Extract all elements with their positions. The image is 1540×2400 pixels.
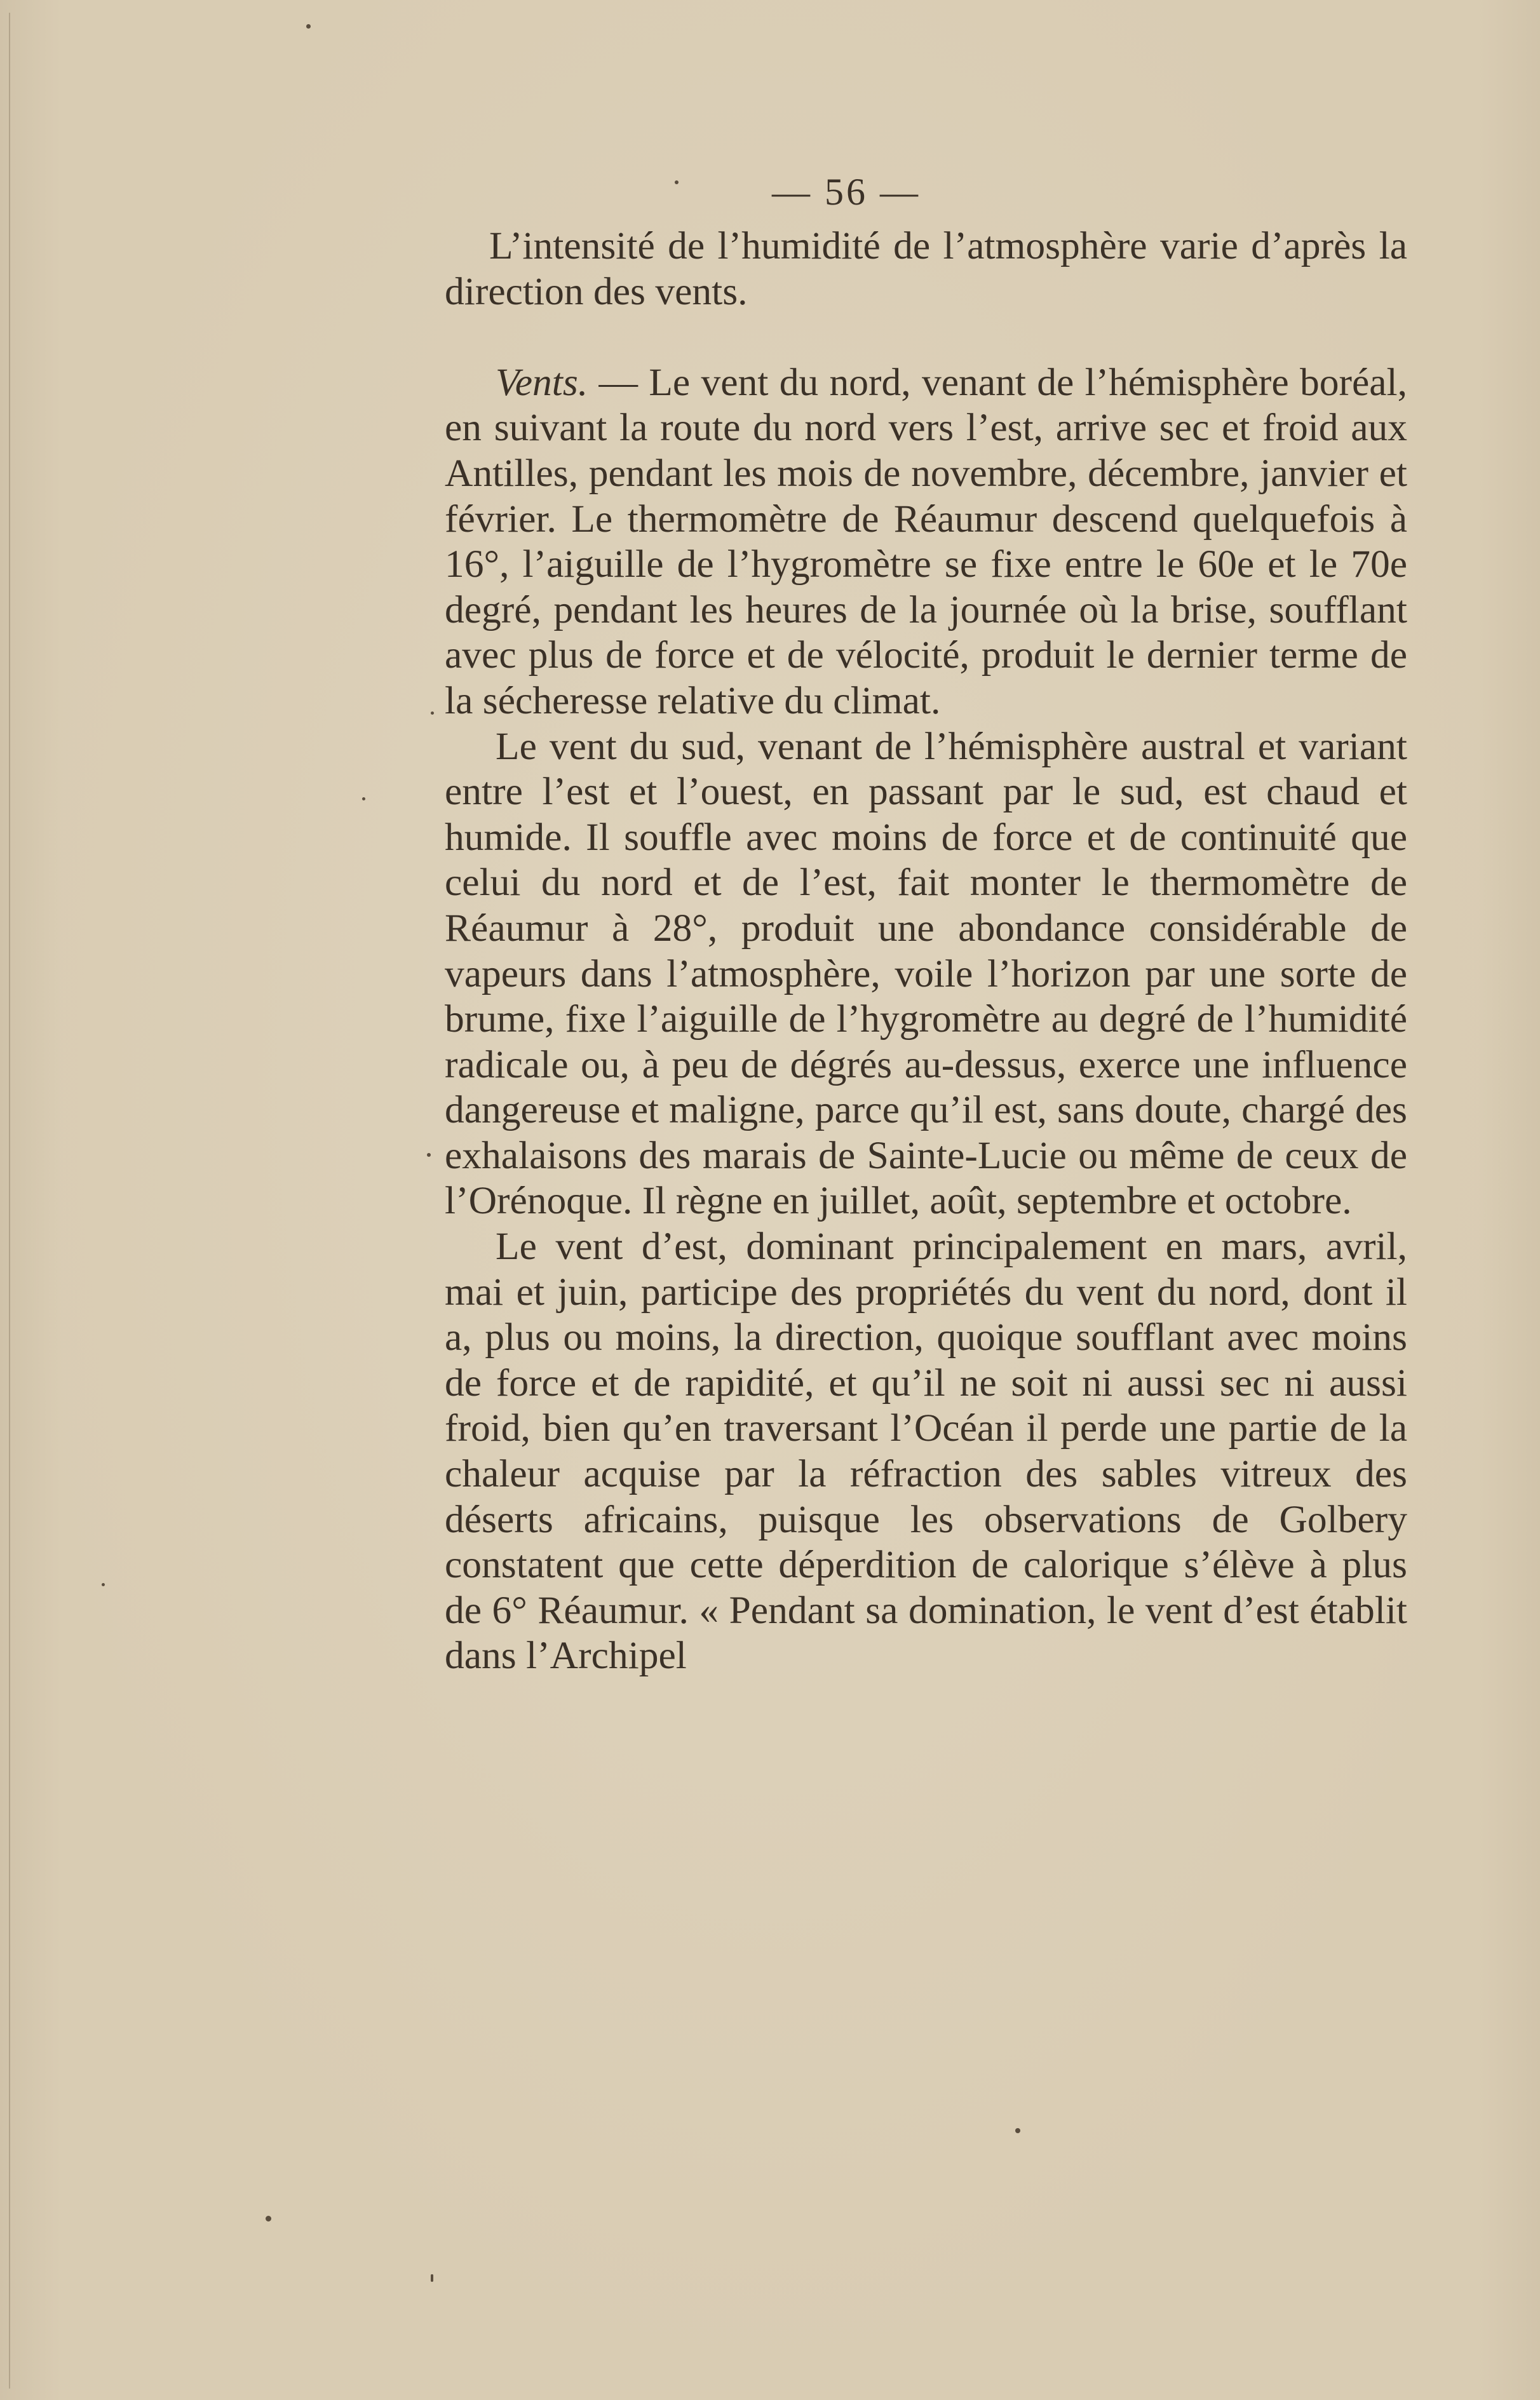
paper-speck	[431, 2274, 433, 2282]
page-edge-shadow	[9, 13, 10, 2389]
section-heading-vents: Vents.	[496, 360, 588, 404]
paper-speck	[675, 180, 679, 184]
paragraph-vent-sud	[445, 724, 1407, 1225]
paragraph-vent-est	[445, 1224, 1407, 1679]
page-number: — 56 —	[772, 171, 921, 213]
paragraph-text: — Le vent du nord, venant de l’hémisphère boréal, en suivant la route du nord vers l’est, arrive sec et froid aux Antilles, pendant les mois de novembre, décembre, janvier et février. Le thermomètre de Réaumur descend quelquefois à 16°, l’aiguille de l’hygromètre se fixe entre le 60e et le 70e degré, pendant les heures de la journée où la brise, soufflant avec plus de force et de vélocité, produit le dernier terme de la sécheresse relative du climat.	[445, 360, 1407, 722]
paper-speck	[427, 1153, 431, 1157]
paper-speck	[431, 711, 434, 715]
paragraph-humidity	[445, 224, 1407, 314]
body-text	[445, 224, 1407, 1679]
paper-speck	[102, 1583, 105, 1586]
paragraph-vents-nord	[445, 360, 1407, 724]
paper-speck	[1015, 2128, 1020, 2133]
paper-speck	[362, 797, 365, 800]
paragraph-text: L’intensité de l’humidité de l’atmosphère varie d’après la direction des vents.	[445, 224, 1407, 313]
paragraph-text: Le vent du sud, venant de l’hémisphère austral et variant entre l’est et l’ouest, en passant par le sud, est chaud et humide. Il souffle avec moins de force et de continuité que celui du nord et de l’est, fait monter le thermomètre de Réaumur à 28°, produit une abondance considérable de vapeurs dans l’atmosphère, voile l’horizon par une sorte de brume, fixe l’aiguille de l’hygromètre au degré de l’humidité radicale ou, à peu de dégrés au-dessus, exerce une influence dangereuse et maligne, parce qu’il est, sans doute, chargé des exhalaisons des marais de Sainte-Lucie ou même de ceux de l’Orénoque. Il règne en juillet, août, septembre et octobre.	[445, 724, 1407, 1223]
paragraph-text: Le vent d’est, dominant principalement en mars, avril, mai et juin, participe des propriétés du vent du nord, dont il a, plus ou moins, la direction, quoique soufflant avec moins de force et de rapidité, et qu’il ne soit ni aussi sec ni aussi froid, bien qu’en traversant l’Océan il perde une partie de la chaleur acquise par la réfraction des sables vitreux des déserts africains, puisque les observations de Golbery constatent que cette déperdition de calorique s’élève à plus de 6° Réaumur. « Pendant sa domination, le vent d’est établit dans l’Archipel	[445, 1225, 1407, 1678]
paper-speck	[266, 2216, 271, 2221]
paper-speck	[306, 24, 311, 29]
